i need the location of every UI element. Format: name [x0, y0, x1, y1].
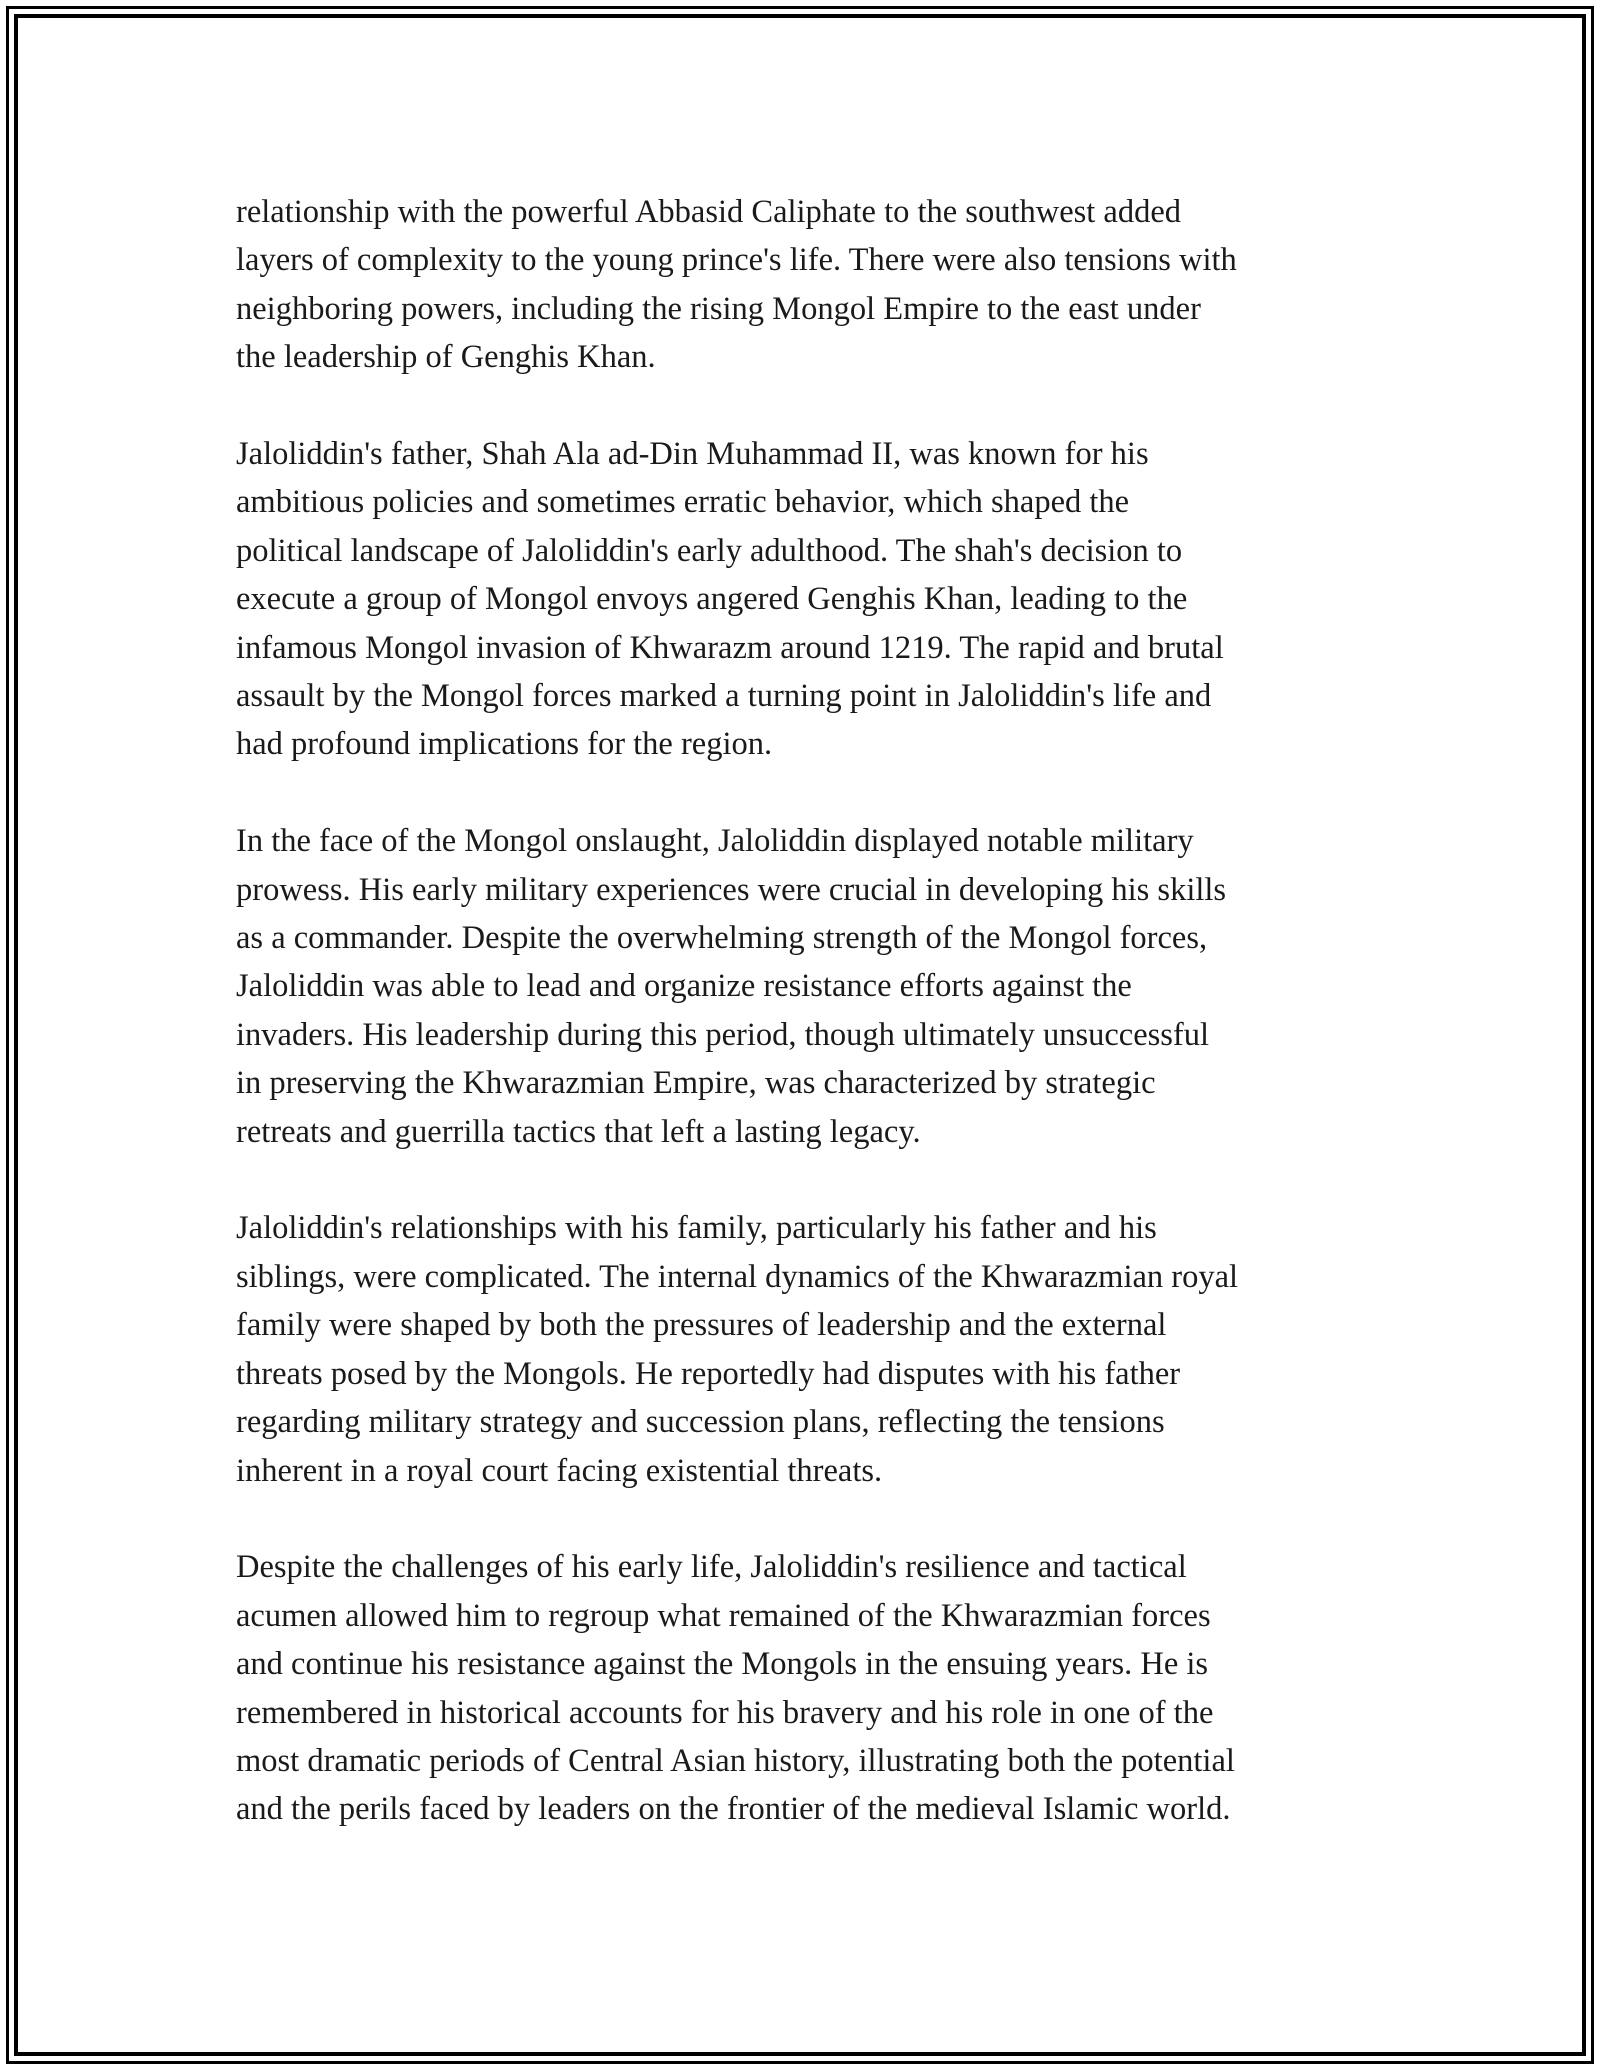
text-line: regarding military strategy and succession plans, reflecting the tensions [236, 1404, 1165, 1441]
text-line: Jaloliddin's father, Shah Ala ad-Din Muhammad II, was known for his [236, 436, 1149, 473]
text-line: retreats and guerrilla tactics that left a lasting legacy. [236, 1113, 921, 1150]
text-line: prowess. His early military experiences were crucial in developing his skills [236, 871, 1227, 908]
text-line: assault by the Mongol forces marked a turning point in Jaloliddin's life and [236, 678, 1212, 715]
text-line: acumen allowed him to regroup what remained of the Khwarazmian forces [236, 1597, 1211, 1634]
text-line: layers of complexity to the young prince's life. There were also tensions with [236, 242, 1237, 279]
text-line: inherent in a royal court facing existential threats. [236, 1452, 883, 1489]
text-line: had profound implications for the region. [236, 726, 773, 763]
paragraph-4 [236, 1204, 1386, 1494]
text-line: execute a group of Mongol envoys angered Genghis Khan, leading to the [236, 581, 1188, 618]
text-line: Jaloliddin's relationships with his family, particularly his father and his [236, 1210, 1157, 1247]
text-line: most dramatic periods of Central Asian history, illustrating both the potential [236, 1742, 1235, 1779]
text-line: in preserving the Khwarazmian Empire, was characterized by strategic [236, 1065, 1156, 1102]
text-line: the leadership of Genghis Khan. [236, 339, 656, 376]
paragraph-5 [236, 1543, 1386, 1833]
paragraph-3 [236, 817, 1386, 1156]
text-line: as a commander. Despite the overwhelming strength of the Mongol forces, [236, 920, 1208, 957]
text-line: infamous Mongol invasion of Khwarazm around 1219. The rapid and brutal [236, 629, 1224, 666]
text-line: In the face of the Mongol onslaught, Jaloliddin displayed notable military [236, 823, 1194, 860]
paragraph-1 [236, 188, 1386, 382]
text-line: relationship with the powerful Abbasid Caliphate to the southwest added [236, 194, 1182, 230]
text-line: siblings, were complicated. The internal dynamics of the Khwarazmian royal [236, 1258, 1239, 1295]
text-line: political landscape of Jaloliddin's early adulthood. The shah's decision to [236, 532, 1183, 569]
text-line: invaders. His leadership during this period, though ultimately unsuccessful [236, 1016, 1210, 1053]
text-line: remembered in historical accounts for his bravery and his role in one of the [236, 1694, 1214, 1731]
text-line: ambitious policies and sometimes erratic behavior, which shaped the [236, 484, 1130, 521]
text-line: Despite the challenges of his early life, Jaloliddin's resilience and tactical [236, 1549, 1187, 1586]
text-line: neighboring powers, including the rising Mongol Empire to the east under [236, 290, 1201, 327]
text-line: threats posed by the Mongols. He reportedly had disputes with his father [236, 1355, 1181, 1392]
text-line: and continue his resistance against the Mongols in the ensuing years. He is [236, 1646, 1209, 1683]
document-body [236, 188, 1386, 1882]
text-line: Jaloliddin was able to lead and organize resistance efforts against the [236, 968, 1132, 1005]
text-line: and the perils faced by leaders on the frontier of the medieval Islamic world. [236, 1791, 1231, 1828]
text-line: family were shaped by both the pressures of leadership and the external [236, 1307, 1167, 1344]
paragraph-2 [236, 430, 1386, 769]
